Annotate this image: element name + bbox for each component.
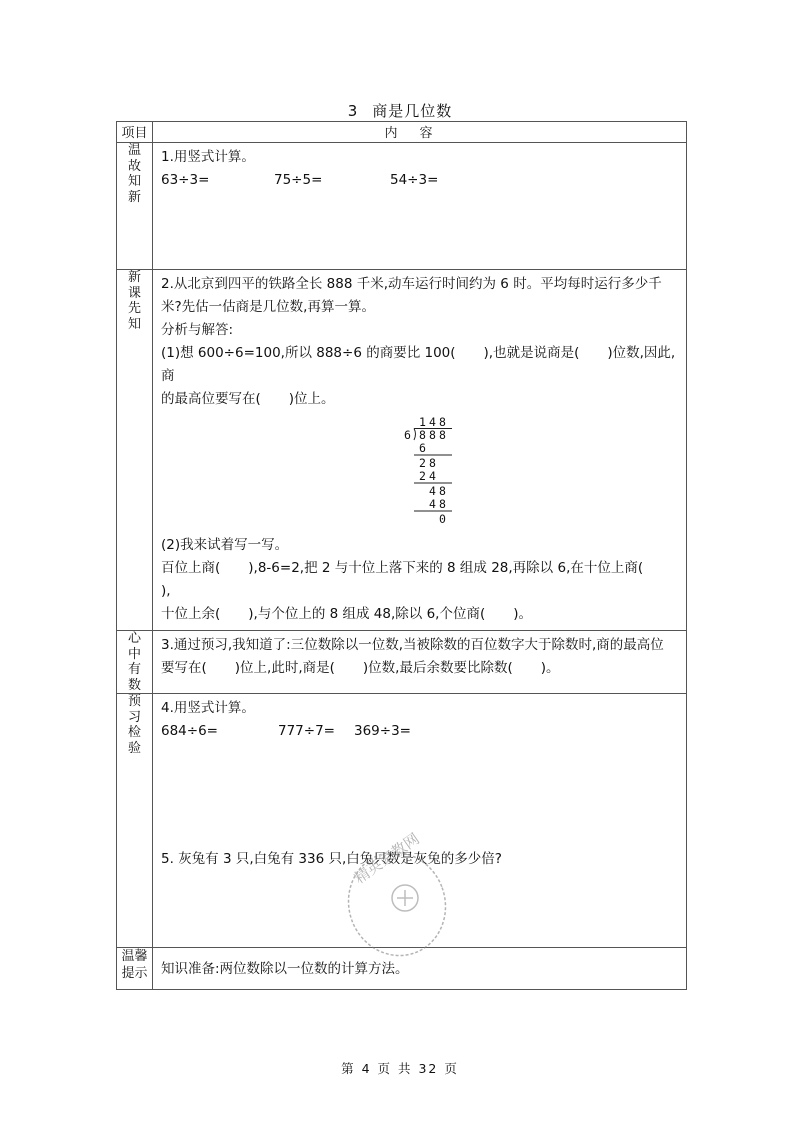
calc-row-1 bbox=[161, 169, 678, 192]
calc-item: 63÷3= bbox=[161, 172, 210, 188]
header-content: 内容 bbox=[153, 122, 687, 143]
row-content-preview bbox=[153, 270, 687, 631]
analysis-label: 分析与解答: bbox=[161, 322, 234, 338]
step-2-line-2: 十位上余( ),与个位上的 8 组成 48,除以 6,个位商( )。 bbox=[161, 606, 532, 622]
row-label-review: 温故知新 bbox=[117, 143, 153, 270]
calc-item: 777÷7= bbox=[278, 723, 335, 739]
row-label-tips: 温馨提示 bbox=[117, 948, 153, 990]
divisor: 6 bbox=[404, 428, 411, 442]
step-1-line-1: (1)想 600÷6=100,所以 888÷6 的商要比 100( ),也就是说商是( )位数,因此,商 bbox=[161, 345, 676, 384]
question-1: 1.用竖式计算。 bbox=[161, 149, 255, 165]
calc-item: 684÷6= bbox=[161, 723, 218, 739]
division-bracket bbox=[414, 429, 416, 441]
row-content-review bbox=[153, 143, 687, 270]
calc-row-4 bbox=[161, 720, 678, 743]
tip-text: 知识准备:两位数除以一位数的计算方法。 bbox=[161, 961, 409, 977]
stamp-text: 精英家教网 bbox=[350, 832, 423, 888]
dividend-digit: 8 bbox=[429, 428, 436, 442]
step-digit: 4 bbox=[429, 484, 436, 498]
lesson-title: 商是几位数 bbox=[372, 102, 453, 120]
row-label-mind: 心中有数 bbox=[117, 631, 153, 694]
dividend-digit: 8 bbox=[419, 428, 426, 442]
row-label-check: 预习检验 bbox=[117, 694, 153, 948]
question-4: 4.用竖式计算。 bbox=[161, 700, 255, 716]
question-5: 5. 灰兔有 3 只,白兔有 336 只,白兔只数是灰兔的多少倍? bbox=[161, 851, 502, 867]
table-row-preview bbox=[117, 270, 687, 631]
calc-item: 75÷5= bbox=[274, 172, 323, 188]
question-3-line-2: 要写在( )位上,此时,商是( )位数,最后余数要比除数( )。 bbox=[161, 660, 560, 676]
calc-item: 369÷3= bbox=[354, 723, 411, 739]
row-content-mind bbox=[153, 631, 687, 694]
table-row-review bbox=[117, 143, 687, 270]
step-digit: 4 bbox=[429, 469, 436, 483]
long-division bbox=[400, 415, 460, 528]
row-label-preview: 新课先知 bbox=[117, 270, 153, 631]
step-2-title: (2)我来试着写一写。 bbox=[161, 537, 289, 553]
step-digit: 8 bbox=[429, 456, 436, 470]
step-1-line-2: 的最高位要写在( )位上。 bbox=[161, 391, 335, 407]
quotient-digit: 8 bbox=[439, 415, 446, 429]
quotient-digit: 1 bbox=[419, 415, 426, 429]
question-3-line-1: 3.通过预习,我知道了:三位数除以一位数,当被除数的百位数字大于除数时,商的最高位 bbox=[161, 637, 664, 653]
lesson-number: 3 bbox=[347, 102, 359, 120]
table-header-row bbox=[117, 122, 687, 143]
calc-item: 54÷3= bbox=[390, 172, 439, 188]
quotient-digit: 4 bbox=[429, 415, 436, 429]
step-2-line-1: 百位上商( ),8-6=2,把 2 与十位上落下来的 8 组成 28,再除以 6,在十位上商(), bbox=[161, 560, 644, 599]
step-digit: 6 bbox=[419, 441, 426, 455]
step-digit: 8 bbox=[439, 497, 446, 511]
question-2-line-2: 米?先估一估商是几位数,再算一算。 bbox=[161, 299, 375, 315]
step-digit: 2 bbox=[419, 456, 426, 470]
table-row-mind bbox=[117, 631, 687, 694]
watermark-stamp bbox=[335, 832, 465, 972]
step-digit: 2 bbox=[419, 469, 426, 483]
step-digit: 4 bbox=[429, 497, 436, 511]
step-digit: 8 bbox=[439, 484, 446, 498]
step-digit: 0 bbox=[439, 512, 446, 526]
header-item: 项目 bbox=[117, 122, 153, 143]
page-footer: 第 4 页 共 32 页 bbox=[341, 1061, 459, 1076]
question-2-line-1: 2.从北京到四平的铁路全长 888 千米,动车运行时间约为 6 时。平均每时运行多少千 bbox=[161, 276, 662, 292]
dividend-digit: 8 bbox=[439, 428, 446, 442]
page-title bbox=[0, 100, 800, 121]
